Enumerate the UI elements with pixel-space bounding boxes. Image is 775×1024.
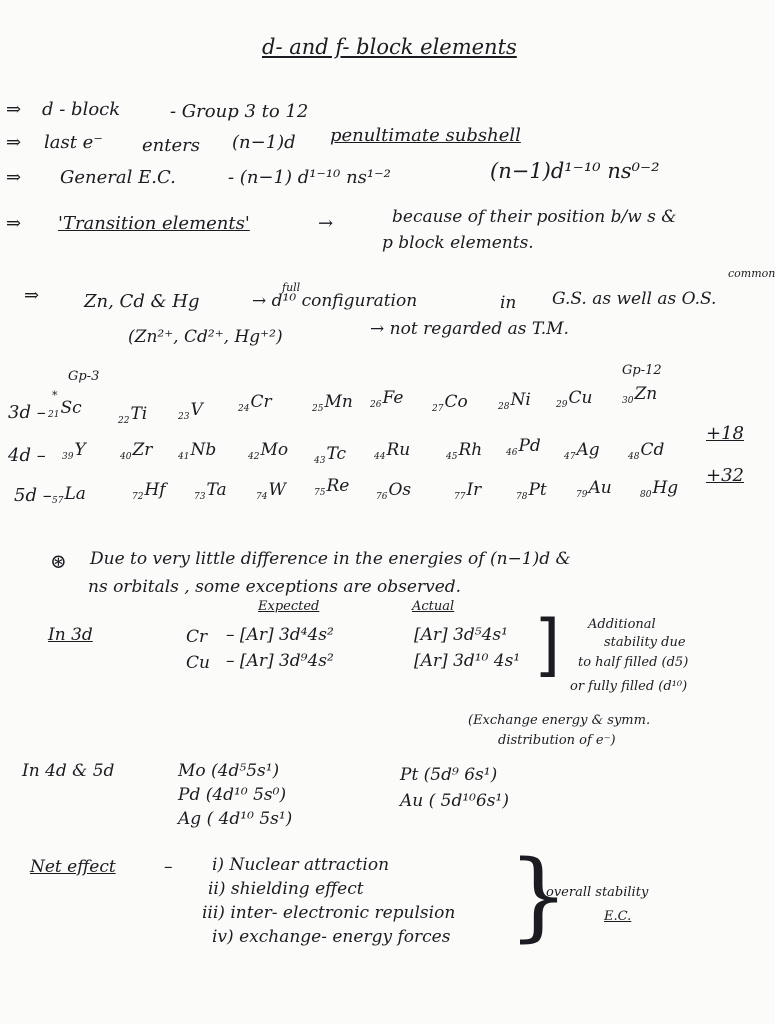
- element-symbol: Ag: [576, 440, 600, 460]
- cu-expected: – [Ar] 3d⁹4s²: [226, 651, 334, 671]
- au-config: Au ( 5d¹⁰6s¹): [400, 791, 509, 811]
- net-item-4: iv) exchange- energy forces: [212, 927, 451, 947]
- element-ni: [498, 390, 531, 412]
- arrow-bullet: ⇒: [24, 285, 40, 306]
- element-ag: [564, 440, 600, 462]
- atomic-number: 21: [48, 410, 60, 420]
- net-item-2: ii) shielding effect: [208, 879, 364, 899]
- element-symbol: Co: [444, 392, 468, 412]
- cu-actual: [Ar] 3d¹⁰ 4s¹: [414, 651, 521, 671]
- star-circle-icon: ⊛: [50, 549, 67, 573]
- element-w: [256, 480, 286, 502]
- element-mo: [248, 440, 288, 462]
- atomic-number: 79: [576, 490, 588, 500]
- element-symbol: W: [268, 480, 286, 500]
- general-ec-formula-alt: (n−1)d¹⁻¹⁰ ns⁰⁻²: [490, 159, 660, 183]
- element-zn: [622, 384, 657, 406]
- element-sc: [48, 398, 82, 420]
- exchange-note-2: distribution of e⁻): [498, 733, 616, 748]
- in-text: in: [500, 293, 517, 313]
- atomic-number: 76: [376, 492, 388, 502]
- element-co: [432, 392, 468, 414]
- gs-os: G.S. as well as O.S.: [552, 289, 717, 309]
- plus-32: +32: [706, 465, 744, 486]
- row-label-3d: 3d –: [8, 402, 46, 423]
- atomic-number: 48: [628, 452, 640, 462]
- arrow-bullet: ⇒: [6, 167, 22, 188]
- transition-elements: 'Transition elements': [58, 213, 250, 234]
- element-pd: [506, 436, 541, 458]
- element-ti: [118, 404, 147, 426]
- element-symbol: Y: [74, 440, 86, 460]
- net-effect-label: Net effect: [30, 857, 116, 877]
- element-hf: [132, 480, 166, 502]
- element-symbol: La: [64, 484, 86, 504]
- overall-stability: overall stability: [546, 885, 649, 900]
- element-cu: [556, 388, 592, 410]
- arrow-bullet: ⇒: [6, 132, 22, 153]
- element-symbol: Ni: [510, 390, 531, 410]
- element-symbol: Pt: [528, 480, 547, 500]
- stability-note-1: Additional: [588, 617, 656, 632]
- stability-note-4: or fully filled (d¹⁰): [570, 679, 688, 694]
- atomic-number: 29: [556, 400, 568, 410]
- expected-header: Expected: [258, 599, 320, 614]
- arrow-bullet: ⇒: [6, 99, 22, 120]
- right-brace: }: [508, 840, 570, 952]
- ag-config: Ag ( 4d¹⁰ 5s¹): [178, 809, 293, 829]
- element-symbol: Cr: [250, 392, 272, 412]
- element-nb: [178, 440, 216, 462]
- penultimate-subshell: penultimate subshell: [330, 125, 521, 146]
- element-symbol: Ta: [206, 480, 227, 500]
- group-3-label: Gp-3: [68, 369, 100, 384]
- atomic-number: 45: [446, 452, 458, 462]
- group-range: - Group 3 to 12: [170, 101, 309, 122]
- atomic-number: 78: [516, 492, 528, 502]
- element-symbol: Fe: [382, 388, 404, 408]
- atomic-number: 75: [314, 488, 326, 498]
- element-tc: [314, 444, 346, 466]
- atomic-number: 46: [506, 448, 518, 458]
- atomic-number: 43: [314, 456, 326, 466]
- element-symbol: Ru: [386, 440, 411, 460]
- element-pt: [516, 480, 547, 502]
- atomic-number: 26: [370, 400, 382, 410]
- atomic-number: 30: [622, 396, 634, 406]
- atomic-number: 77: [454, 492, 466, 502]
- cr-label: Cr: [186, 627, 208, 647]
- element-au: [576, 478, 612, 500]
- element-re: [314, 476, 349, 498]
- element-symbol: Cu: [568, 388, 593, 408]
- ion-list: (Zn²⁺, Cd²⁺, Hg⁺²): [128, 327, 283, 347]
- element-cr: [238, 392, 272, 414]
- element-symbol: Re: [326, 476, 350, 496]
- position-reason: because of their position b/w s &: [392, 207, 677, 227]
- pt-config: Pt (5d⁹ 6s¹): [400, 765, 498, 785]
- enters-text: enters: [142, 135, 200, 156]
- atomic-number: 42: [248, 452, 260, 462]
- atomic-number: 24: [238, 404, 250, 414]
- stability-note-3: to half filled (d5): [578, 655, 689, 670]
- asterisk-mark: *: [52, 389, 58, 402]
- element-fe: [370, 388, 403, 410]
- atomic-number: 47: [564, 452, 576, 462]
- atomic-number: 73: [194, 492, 206, 502]
- element-symbol: Zn: [634, 384, 658, 404]
- element-zr: [120, 440, 152, 462]
- atomic-number: 23: [178, 412, 190, 422]
- element-symbol: Hf: [144, 480, 166, 500]
- common-label: common: [728, 267, 775, 280]
- plus-18: +18: [706, 423, 744, 444]
- element-y: [62, 440, 86, 462]
- atomic-number: 80: [640, 490, 652, 500]
- n-minus-1-d: (n−1)d: [232, 132, 296, 153]
- atomic-number: 41: [178, 452, 190, 462]
- mo-config: Mo (4d⁵5s¹): [178, 761, 280, 781]
- element-symbol: Ti: [130, 404, 148, 424]
- atomic-number: 39: [62, 452, 74, 462]
- element-ir: [454, 480, 481, 502]
- element-ta: [194, 480, 227, 502]
- element-symbol: Sc: [60, 398, 82, 418]
- element-v: [178, 400, 203, 422]
- atomic-number: 40: [120, 452, 132, 462]
- zn-cd-hg: Zn, Cd & Hg: [84, 291, 200, 312]
- exchange-note-1: (Exchange energy & symm.: [468, 713, 651, 728]
- general-ec-formula: - (n−1) d¹⁻¹⁰ ns¹⁻²: [228, 167, 391, 188]
- element-symbol: Tc: [326, 444, 346, 464]
- element-symbol: Mo: [260, 440, 289, 460]
- atomic-number: 22: [118, 416, 130, 426]
- atomic-number: 25: [312, 404, 324, 414]
- cr-actual: [Ar] 3d⁵4s¹: [414, 625, 508, 645]
- overall-ec: E.C.: [604, 909, 632, 924]
- element-symbol: Hg: [652, 478, 679, 498]
- general-ec: General E.C.: [60, 167, 176, 188]
- element-rh: [446, 440, 482, 462]
- atomic-number: 74: [256, 492, 268, 502]
- stability-note-2: stability due: [604, 635, 686, 650]
- cr-expected: – [Ar] 3d⁴4s²: [226, 625, 334, 645]
- exceptions-line-1: Due to very little difference in the energies of (n−1)d &: [90, 549, 571, 569]
- element-symbol: Ir: [466, 480, 482, 500]
- element-symbol: Au: [588, 478, 612, 498]
- element-hg: [640, 478, 678, 500]
- pd-config: Pd (4d¹⁰ 5s⁰): [178, 785, 287, 805]
- arrow-bullet: ⇒: [6, 213, 22, 234]
- element-os: [376, 480, 411, 502]
- actual-header: Actual: [412, 599, 455, 614]
- arrow-right: →: [318, 213, 334, 234]
- element-symbol: Zr: [132, 440, 153, 460]
- element-symbol: Os: [388, 480, 412, 500]
- group-12-label: Gp-12: [622, 363, 662, 378]
- full-label: full: [282, 281, 301, 294]
- in-4d-5d-label: In 4d & 5d: [22, 761, 115, 781]
- atomic-number: 72: [132, 492, 144, 502]
- right-bracket: ]: [534, 606, 561, 685]
- atomic-number: 57: [52, 496, 64, 506]
- atomic-number: 27: [432, 404, 444, 414]
- element-mn: [312, 392, 353, 414]
- element-symbol: Pd: [518, 436, 541, 456]
- last-electron: last e⁻: [44, 132, 103, 153]
- element-ru: [374, 440, 410, 462]
- element-symbol: Mn: [324, 392, 353, 412]
- page-title: d- and f- block elements: [262, 35, 517, 59]
- d-block-label: d - block: [42, 99, 121, 120]
- exceptions-line-2: ns orbitals , some exceptions are observed.: [88, 577, 462, 597]
- net-item-3: iii) inter- electronic repulsion: [202, 903, 456, 923]
- row-label-5d: 5d –: [14, 485, 52, 506]
- element-symbol: Cd: [640, 440, 665, 460]
- atomic-number: 28: [498, 402, 510, 412]
- in-3d-label: In 3d: [48, 625, 93, 645]
- not-tm: → not regarded as T.M.: [370, 319, 569, 339]
- atomic-number: 44: [374, 452, 386, 462]
- element-symbol: Nb: [190, 440, 217, 460]
- element-la: [52, 484, 86, 506]
- row-label-4d: 4d –: [8, 445, 46, 466]
- element-symbol: Rh: [458, 440, 483, 460]
- cu-label: Cu: [186, 653, 210, 673]
- element-cd: [628, 440, 664, 462]
- net-effect-dash: –: [164, 857, 173, 877]
- d10-configuration: → d¹⁰ configuration: [252, 291, 418, 311]
- element-symbol: V: [190, 400, 203, 420]
- net-item-1: i) Nuclear attraction: [212, 855, 390, 875]
- position-reason-2: p block elements.: [382, 233, 534, 253]
